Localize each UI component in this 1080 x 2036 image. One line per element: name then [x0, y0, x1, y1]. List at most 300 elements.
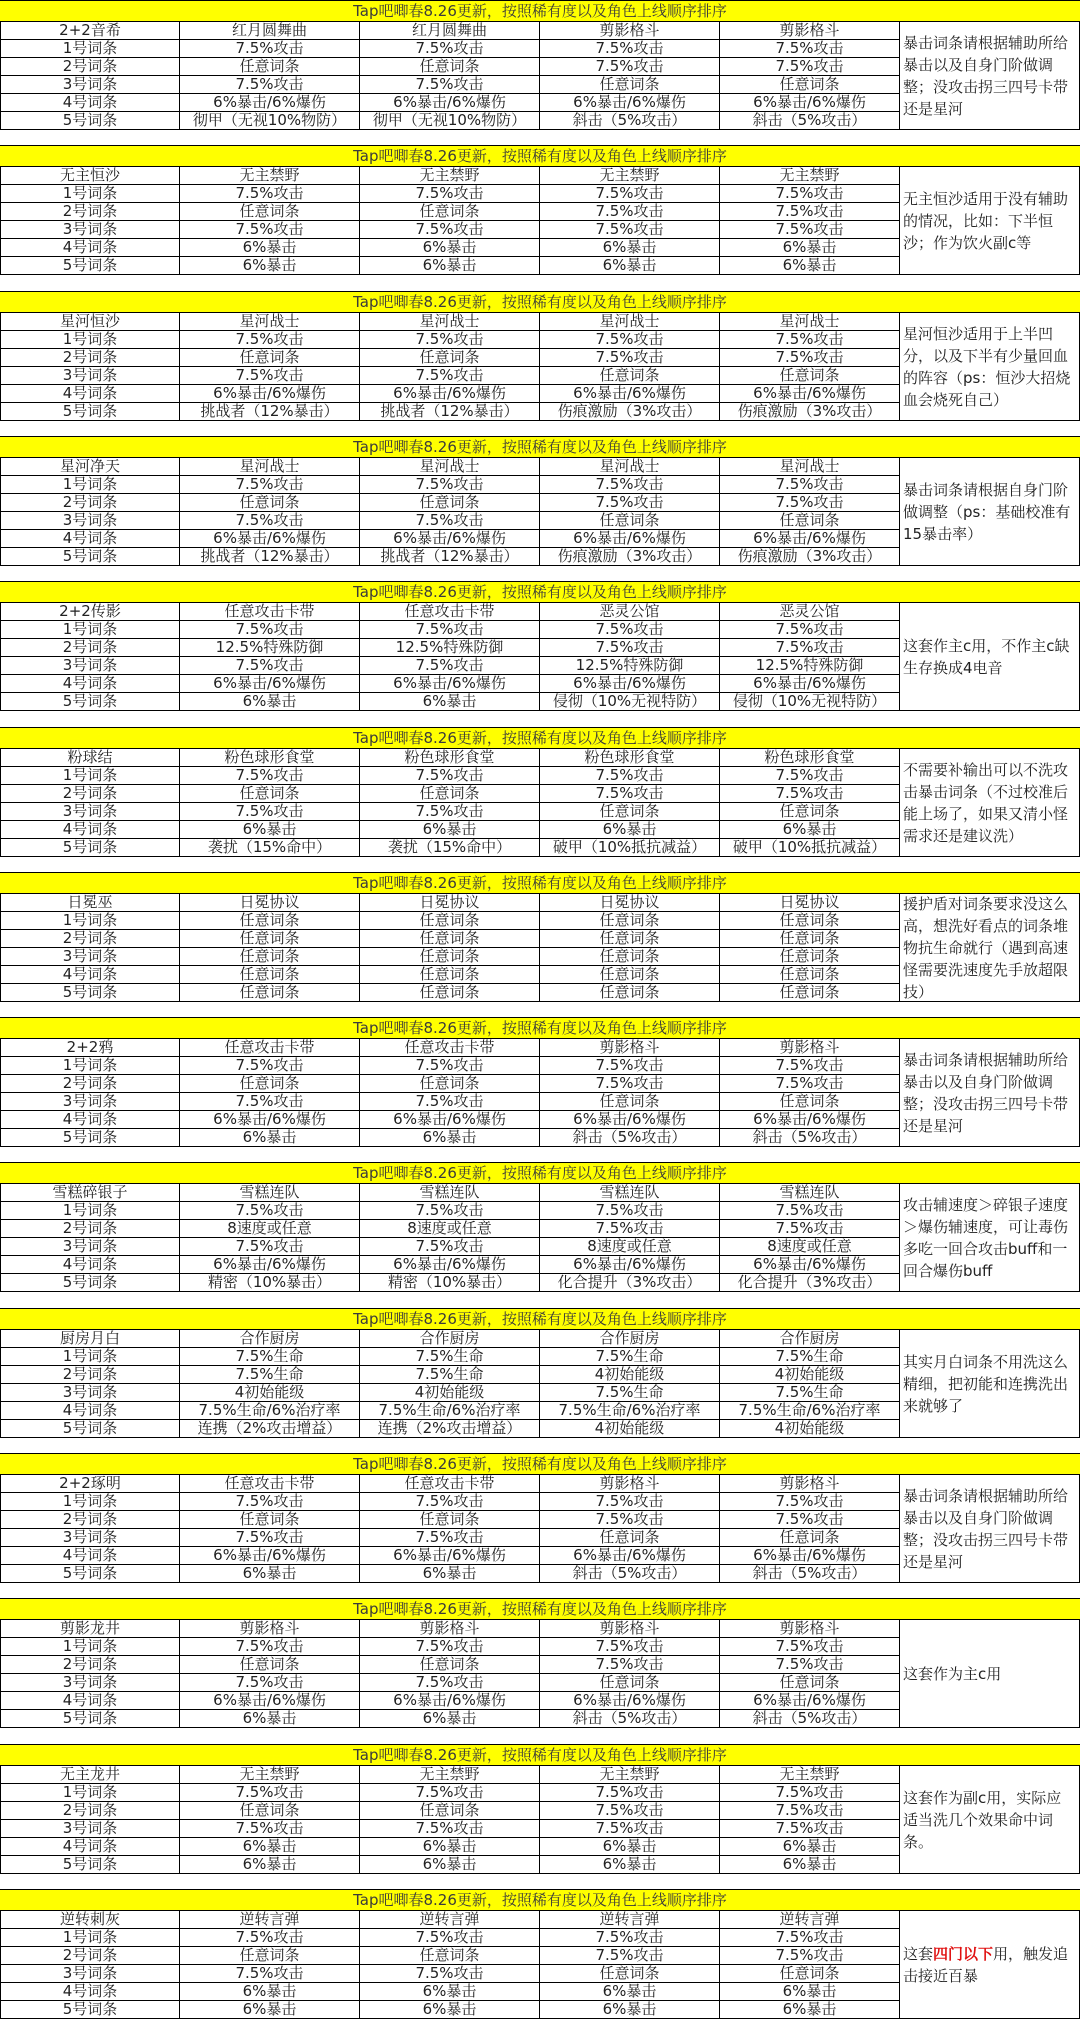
stat-value: 7.5%攻击: [180, 1674, 360, 1692]
set-name: 粉色球形食堂: [720, 749, 900, 767]
stat-value: 7.5%攻击: [540, 1511, 720, 1529]
stat-value: 任意词条: [360, 1947, 540, 1965]
slot-label: 3号词条: [0, 1674, 180, 1692]
stat-value: 6%暴击: [360, 2001, 540, 2019]
stat-value: 6%暴击: [360, 1983, 540, 2001]
table-row: [0, 1202, 900, 1220]
stat-value: 任意词条: [180, 494, 360, 512]
stat-value: 7.5%攻击: [720, 1511, 900, 1529]
stat-value: 6%暴击: [180, 1565, 360, 1583]
slot-label: 1号词条: [0, 1348, 180, 1366]
slot-label: 4号词条: [0, 1256, 180, 1274]
slot-label: 3号词条: [0, 1093, 180, 1111]
section-banner: Tap吧唧春8.26更新，按照稀有度以及角色上线顺序排序: [0, 1162, 1080, 1184]
stat-value: 6%暴击/6%爆伤: [360, 385, 540, 403]
stat-value: 精密（10%暴击）: [360, 1274, 540, 1292]
character-name: 粉球结: [0, 749, 180, 767]
section-header-row: [0, 1039, 900, 1057]
stat-value: 7.5%攻击: [180, 367, 360, 385]
set-name: 无主禁野: [540, 1766, 720, 1784]
table-row: [0, 203, 900, 221]
stat-value: 7.5%攻击: [540, 1638, 720, 1656]
stat-value: 7.5%攻击: [540, 331, 720, 349]
stat-value: 任意词条: [720, 912, 900, 930]
stat-value: 6%暴击: [540, 239, 720, 257]
stat-value: 7.5%生命: [720, 1348, 900, 1366]
slot-label: 5号词条: [0, 1129, 180, 1147]
stat-value: 7.5%生命: [720, 1384, 900, 1402]
stat-value: 12.5%特殊防御: [360, 639, 540, 657]
stat-value: 6%暴击: [360, 239, 540, 257]
stat-value: 6%暴击: [180, 821, 360, 839]
section-header-row: [0, 603, 900, 621]
slot-label: 4号词条: [0, 239, 180, 257]
slot-label: 4号词条: [0, 94, 180, 112]
stat-value: 伤痕激励（3%攻击）: [720, 403, 900, 421]
table-row: [0, 257, 900, 275]
stat-value: 6%暴击/6%爆伤: [180, 385, 360, 403]
stat-value: 任意词条: [540, 930, 720, 948]
table-row: [0, 821, 900, 839]
slot-label: 4号词条: [0, 530, 180, 548]
stat-value: 任意词条: [360, 1511, 540, 1529]
table-row: [0, 1238, 900, 1256]
stat-value: 任意词条: [720, 512, 900, 530]
stat-value: 8速度或任意: [540, 1238, 720, 1256]
section-header-row: [0, 1766, 900, 1784]
table-row: [0, 1929, 900, 1947]
section-note: 无主恒沙适用于没有辅助的情况，比如：下半恒沙；作为饮火副c等: [900, 167, 1080, 275]
set-name: 日冕协议: [540, 894, 720, 912]
stat-value: 任意词条: [720, 803, 900, 821]
section-header-row: [0, 1184, 900, 1202]
slot-label: 2号词条: [0, 930, 180, 948]
set-name: 任意攻击卡带: [180, 1039, 360, 1057]
table-row: [0, 675, 900, 693]
stat-value: 袭扰（15%命中）: [180, 839, 360, 857]
stat-value: 7.5%攻击: [540, 494, 720, 512]
stat-value: 6%暴击: [540, 257, 720, 275]
stat-value: 7.5%攻击: [180, 185, 360, 203]
stat-value: 伤痕激励（3%攻击）: [720, 548, 900, 566]
section-banner: Tap吧唧春8.26更新，按照稀有度以及角色上线顺序排序: [0, 1598, 1080, 1620]
stat-value: 化合提升（3%攻击）: [540, 1274, 720, 1292]
table-row: [0, 1493, 900, 1511]
stat-value: 7.5%攻击: [360, 1493, 540, 1511]
slot-label: 4号词条: [0, 966, 180, 984]
set-name: 无主禁野: [360, 167, 540, 185]
set-name: 日冕协议: [720, 894, 900, 912]
stat-value: 6%暴击: [360, 1129, 540, 1147]
stat-value: 斜击（5%攻击）: [540, 112, 720, 130]
stat-value: 任意词条: [540, 984, 720, 1002]
stat-value: 任意词条: [540, 1965, 720, 1983]
character-name: 星河净天: [0, 458, 180, 476]
section-note: 援护盾对词条要求没这么高，想洗好看点的词条堆物抗生命就行（遇到高速怪需要洗速度先手放超限技）: [900, 894, 1080, 1002]
set-name: 任意攻击卡带: [360, 1475, 540, 1493]
stat-value: 6%暴击/6%爆伤: [180, 1692, 360, 1710]
stat-value: 7.5%攻击: [720, 1820, 900, 1838]
stat-value: 挑战者（12%暴击）: [360, 403, 540, 421]
stat-value: 6%暴击: [720, 1983, 900, 2001]
table-row: [0, 1366, 900, 1384]
stat-value: 4初始能级: [720, 1420, 900, 1438]
set-name: 剪影格斗: [540, 1620, 720, 1638]
stat-value: 侵彻（10%无视特防）: [720, 693, 900, 711]
stat-value: 4初始能级: [540, 1420, 720, 1438]
slot-label: 5号词条: [0, 1420, 180, 1438]
stat-value: 7.5%攻击: [180, 657, 360, 675]
set-name: 任意攻击卡带: [180, 1475, 360, 1493]
set-name: 雪糕连队: [360, 1184, 540, 1202]
stat-value: 7.5%攻击: [540, 1929, 720, 1947]
stat-value: 6%暴击/6%爆伤: [720, 1256, 900, 1274]
stat-value: 7.5%攻击: [720, 1075, 900, 1093]
section-note: 暴击词条请根据辅助所给暴击以及自身门阶做调整；没攻击拐三四号卡带还是星河: [900, 1039, 1080, 1147]
stat-value: 7.5%攻击: [540, 1947, 720, 1965]
stat-value: 6%暴击/6%爆伤: [360, 1256, 540, 1274]
slot-label: 1号词条: [0, 331, 180, 349]
set-name: 红月圆舞曲: [180, 22, 360, 40]
stat-value: 任意词条: [360, 349, 540, 367]
stat-value: 8速度或任意: [360, 1220, 540, 1238]
stat-value: 7.5%攻击: [720, 1656, 900, 1674]
slot-label: 2号词条: [0, 1656, 180, 1674]
table-row: [0, 1111, 900, 1129]
slot-label: 3号词条: [0, 221, 180, 239]
table-row: [0, 1656, 900, 1674]
stat-value: 任意词条: [540, 1529, 720, 1547]
set-name: 无主禁野: [360, 1766, 540, 1784]
stat-value: 斜击（5%攻击）: [540, 1565, 720, 1583]
set-name: 剪影格斗: [180, 1620, 360, 1638]
stat-value: 7.5%生命/6%治疗率: [540, 1402, 720, 1420]
slot-label: 1号词条: [0, 1784, 180, 1802]
table-row: [0, 1565, 900, 1583]
stat-value: 7.5%攻击: [540, 203, 720, 221]
stat-value: 挑战者（12%暴击）: [180, 403, 360, 421]
stat-value: 7.5%攻击: [540, 1802, 720, 1820]
stat-value: 7.5%攻击: [180, 1493, 360, 1511]
stat-value: 任意词条: [180, 930, 360, 948]
stat-value: 7.5%生命: [540, 1348, 720, 1366]
stat-value: 任意词条: [360, 203, 540, 221]
table-row: [0, 1802, 900, 1820]
stat-value: 7.5%攻击: [360, 1929, 540, 1947]
stat-value: 7.5%攻击: [180, 1929, 360, 1947]
stat-value: 4初始能级: [360, 1384, 540, 1402]
stat-value: 7.5%攻击: [360, 512, 540, 530]
stat-value: 4初始能级: [540, 1366, 720, 1384]
slot-label: 4号词条: [0, 1547, 180, 1565]
section-note: 其实月白词条不用洗这么精细，把初能和连携洗出来就够了: [900, 1330, 1080, 1438]
slot-label: 3号词条: [0, 1820, 180, 1838]
stat-value: 任意词条: [180, 1075, 360, 1093]
stat-value: 7.5%攻击: [540, 1493, 720, 1511]
table-row: [0, 76, 900, 94]
table-row: [0, 403, 900, 421]
character-name: 2+2琢明: [0, 1475, 180, 1493]
set-name: 星河战士: [180, 458, 360, 476]
slot-label: 5号词条: [0, 112, 180, 130]
stat-value: 精密（10%暴击）: [180, 1274, 360, 1292]
table-row: [0, 1511, 900, 1529]
stat-value: 4初始能级: [720, 1366, 900, 1384]
table-row: [0, 930, 900, 948]
stat-value: 任意词条: [540, 1093, 720, 1111]
slot-label: 2号词条: [0, 58, 180, 76]
stat-value: 任意词条: [180, 349, 360, 367]
set-name: 粉色球形食堂: [360, 749, 540, 767]
stat-value: 任意词条: [180, 785, 360, 803]
stat-value: 6%暴击: [720, 1856, 900, 1874]
slot-label: 4号词条: [0, 385, 180, 403]
section-note: 不需要补输出可以不洗攻击暴击词条（不过校准后能上场了，如果又清小怪需求还是建议洗）: [900, 749, 1080, 857]
slot-label: 4号词条: [0, 675, 180, 693]
stat-value: 12.5%特殊防御: [720, 657, 900, 675]
stat-value: 6%暴击: [360, 1710, 540, 1728]
stat-value: 任意词条: [720, 1674, 900, 1692]
stat-value: 7.5%攻击: [360, 476, 540, 494]
table-row: [0, 657, 900, 675]
set-name: 逆转言弹: [360, 1911, 540, 1929]
section-banner: Tap吧唧春8.26更新，按照稀有度以及角色上线顺序排序: [0, 727, 1080, 749]
table-row: [0, 693, 900, 711]
stat-value: 7.5%攻击: [540, 767, 720, 785]
stat-value: 7.5%攻击: [360, 1093, 540, 1111]
stat-value: 7.5%攻击: [360, 767, 540, 785]
stat-value: 7.5%攻击: [180, 40, 360, 58]
stat-value: 任意词条: [360, 930, 540, 948]
stat-value: 任意词条: [540, 76, 720, 94]
slot-label: 5号词条: [0, 257, 180, 275]
stat-value: 6%暴击/6%爆伤: [720, 1111, 900, 1129]
stat-value: 任意词条: [540, 912, 720, 930]
stat-value: 伤痕激励（3%攻击）: [540, 548, 720, 566]
stat-value: 7.5%生命: [540, 1384, 720, 1402]
section-note: 这套四门以下用，触发追击接近百暴: [900, 1911, 1080, 2019]
set-name: 剪影格斗: [540, 22, 720, 40]
stat-value: 7.5%攻击: [720, 1929, 900, 1947]
section-banner: Tap吧唧春8.26更新，按照稀有度以及角色上线顺序排序: [0, 0, 1080, 22]
stat-value: 6%暴击/6%爆伤: [720, 530, 900, 548]
slot-label: 3号词条: [0, 512, 180, 530]
stat-value: 任意词条: [360, 58, 540, 76]
table-row: [0, 966, 900, 984]
stat-value: 7.5%攻击: [540, 40, 720, 58]
stat-value: 任意词条: [180, 1511, 360, 1529]
stat-value: 7.5%攻击: [180, 476, 360, 494]
set-name: 任意攻击卡带: [180, 603, 360, 621]
stat-value: 破甲（10%抵抗减益）: [540, 839, 720, 857]
set-name: 剪影格斗: [720, 22, 900, 40]
stat-value: 7.5%攻击: [360, 657, 540, 675]
stat-value: 7.5%攻击: [360, 621, 540, 639]
stat-value: 7.5%攻击: [720, 1220, 900, 1238]
stat-value: 6%暴击: [180, 1710, 360, 1728]
slot-label: 2号词条: [0, 785, 180, 803]
set-name: 星河战士: [540, 313, 720, 331]
stat-value: 7.5%攻击: [360, 221, 540, 239]
set-name: 逆转言弹: [180, 1911, 360, 1929]
stat-value: 7.5%攻击: [360, 331, 540, 349]
stat-value: 任意词条: [360, 912, 540, 930]
slot-label: 3号词条: [0, 1529, 180, 1547]
set-name: 合作厨房: [180, 1330, 360, 1348]
slot-label: 5号词条: [0, 1856, 180, 1874]
stat-value: 任意词条: [360, 1656, 540, 1674]
table-row: [0, 112, 900, 130]
set-name: 星河战士: [180, 313, 360, 331]
stat-value: 7.5%攻击: [720, 1947, 900, 1965]
set-name: 恶灵公馆: [540, 603, 720, 621]
stat-value: 6%暴击/6%爆伤: [180, 1256, 360, 1274]
table-row: [0, 785, 900, 803]
stat-value: 7.5%攻击: [180, 767, 360, 785]
stat-value: 6%暴击: [180, 239, 360, 257]
set-name: 剪影格斗: [720, 1620, 900, 1638]
stat-value: 彻甲（无视10%物防）: [360, 112, 540, 130]
table-row: [0, 1547, 900, 1565]
stat-value: 7.5%攻击: [180, 621, 360, 639]
section-note: 这套作为副c用，实际应适当洗几个效果命中词条。: [900, 1766, 1080, 1874]
section-banner: Tap吧唧春8.26更新，按照稀有度以及角色上线顺序排序: [0, 1453, 1080, 1475]
table-row: [0, 94, 900, 112]
stat-value: 7.5%攻击: [360, 76, 540, 94]
stat-value: 7.5%攻击: [720, 40, 900, 58]
stat-value: 6%暴击/6%爆伤: [360, 675, 540, 693]
stat-value: 6%暴击/6%爆伤: [540, 1256, 720, 1274]
stat-value: 彻甲（无视10%物防）: [180, 112, 360, 130]
table-row: [0, 1384, 900, 1402]
character-name: 雪糕碎银子: [0, 1184, 180, 1202]
stat-value: 7.5%攻击: [720, 1802, 900, 1820]
table-row: [0, 1838, 900, 1856]
table-row: [0, 639, 900, 657]
stat-value: 4初始能级: [180, 1384, 360, 1402]
stat-value: 任意词条: [540, 966, 720, 984]
stat-value: 6%暴击: [180, 1856, 360, 1874]
stat-value: 7.5%攻击: [360, 1238, 540, 1256]
section-banner: Tap吧唧春8.26更新，按照稀有度以及角色上线顺序排序: [0, 436, 1080, 458]
set-name: 雪糕连队: [720, 1184, 900, 1202]
stat-value: 6%暴击/6%爆伤: [540, 94, 720, 112]
stat-value: 6%暴击/6%爆伤: [360, 1111, 540, 1129]
section-note: 暴击词条请根据辅助所给暴击以及自身门阶做调整；没攻击拐三四号卡带还是星河: [900, 1475, 1080, 1583]
stat-value: 6%暴击/6%爆伤: [180, 530, 360, 548]
stat-value: 6%暴击: [360, 821, 540, 839]
slot-label: 3号词条: [0, 1384, 180, 1402]
stat-value: 任意词条: [720, 984, 900, 1002]
set-name: 星河战士: [360, 313, 540, 331]
stat-value: 任意词条: [720, 1529, 900, 1547]
stat-value: 7.5%攻击: [720, 185, 900, 203]
table-row: [0, 331, 900, 349]
stat-value: 7.5%攻击: [720, 1057, 900, 1075]
set-name: 剪影格斗: [720, 1475, 900, 1493]
slot-label: 2号词条: [0, 1075, 180, 1093]
stat-value: 8速度或任意: [180, 1220, 360, 1238]
stat-value: 任意词条: [720, 1093, 900, 1111]
stat-value: 斜击（5%攻击）: [720, 112, 900, 130]
slot-label: 5号词条: [0, 1710, 180, 1728]
table-row: [0, 1692, 900, 1710]
stat-value: 任意词条: [360, 984, 540, 1002]
set-name: 合作厨房: [540, 1330, 720, 1348]
slot-label: 2号词条: [0, 1220, 180, 1238]
stat-value: 6%暴击/6%爆伤: [360, 1692, 540, 1710]
stat-value: 任意词条: [180, 948, 360, 966]
slot-label: 4号词条: [0, 1111, 180, 1129]
slot-label: 5号词条: [0, 1565, 180, 1583]
section-header-row: [0, 1330, 900, 1348]
stat-value: 破甲（10%抵抗减益）: [720, 839, 900, 857]
set-name: 任意攻击卡带: [360, 603, 540, 621]
stat-value: 7.5%攻击: [540, 1057, 720, 1075]
slot-label: 5号词条: [0, 693, 180, 711]
stat-value: 6%暴击: [540, 2001, 720, 2019]
stat-value: 7.5%攻击: [720, 767, 900, 785]
stat-value: 7.5%攻击: [540, 1220, 720, 1238]
slot-label: 1号词条: [0, 1493, 180, 1511]
stat-value: 任意词条: [540, 948, 720, 966]
stat-value: 斜击（5%攻击）: [720, 1565, 900, 1583]
stat-value: 7.5%攻击: [360, 1529, 540, 1547]
stat-value: 6%暴击/6%爆伤: [720, 1547, 900, 1565]
slot-label: 5号词条: [0, 839, 180, 857]
stat-value: 6%暴击/6%爆伤: [540, 385, 720, 403]
set-name: 日冕协议: [180, 894, 360, 912]
stat-value: 挑战者（12%暴击）: [360, 548, 540, 566]
stat-value: 6%暴击/6%爆伤: [540, 1547, 720, 1565]
stat-value: 7.5%攻击: [720, 1202, 900, 1220]
stat-value: 6%暴击: [720, 2001, 900, 2019]
character-name: 星河恒沙: [0, 313, 180, 331]
stat-value: 7.5%攻击: [180, 1965, 360, 1983]
set-name: 恶灵公馆: [720, 603, 900, 621]
stat-value: 7.5%生命: [180, 1348, 360, 1366]
slot-label: 1号词条: [0, 476, 180, 494]
stat-value: 6%暴击/6%爆伤: [540, 1111, 720, 1129]
section-note: 暴击词条请根据自身门阶做调整（ps：基础校准有15暴击率）: [900, 458, 1080, 566]
stat-value: 任意词条: [720, 76, 900, 94]
stat-value: 6%暴击: [720, 1838, 900, 1856]
slot-label: 2号词条: [0, 639, 180, 657]
set-name: 星河战士: [720, 458, 900, 476]
character-name: 2+2鸦: [0, 1039, 180, 1057]
section-header-row: [0, 167, 900, 185]
stat-value: 任意词条: [180, 1802, 360, 1820]
table-row: [0, 1856, 900, 1874]
section-banner: Tap吧唧春8.26更新，按照稀有度以及角色上线顺序排序: [0, 1889, 1080, 1911]
stat-value: 7.5%攻击: [720, 349, 900, 367]
table-row: [0, 984, 900, 1002]
stat-value: 7.5%攻击: [720, 221, 900, 239]
slot-label: 3号词条: [0, 657, 180, 675]
stat-value: 6%暴击/6%爆伤: [720, 385, 900, 403]
set-name: 雪糕连队: [540, 1184, 720, 1202]
section-note: 这套作为主c用: [900, 1620, 1080, 1728]
stat-value: 化合提升（3%攻击）: [720, 1274, 900, 1292]
stat-value: 7.5%攻击: [360, 1674, 540, 1692]
stat-value: 7.5%攻击: [540, 185, 720, 203]
table-row: [0, 1638, 900, 1656]
stat-value: 7.5%攻击: [360, 1965, 540, 1983]
set-name: 红月圆舞曲: [360, 22, 540, 40]
stat-value: 7.5%攻击: [540, 1820, 720, 1838]
set-name: 无主禁野: [720, 167, 900, 185]
character-name: 剪影龙井: [0, 1620, 180, 1638]
